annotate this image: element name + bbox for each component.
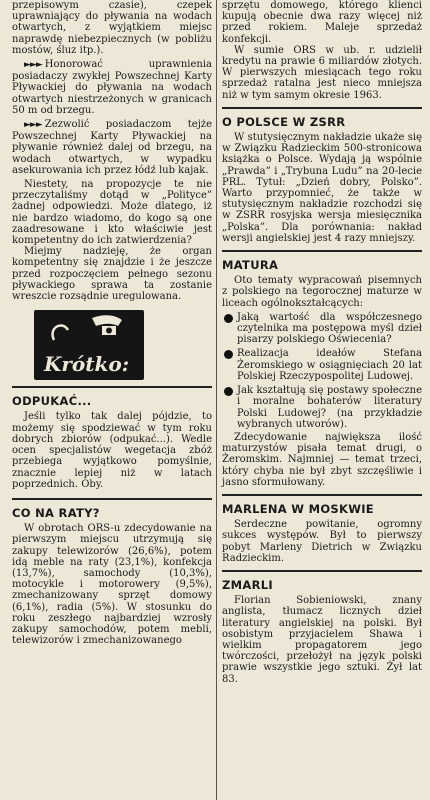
heading-o-polsce-w-zsrr: O POLSCE W ZSRR (222, 114, 346, 129)
matura-topic-2: Realizacja ideałów Stefana Żeromskiego w osiągnięciach 20 lat Polskiej Rzeczypospolitej Ludowej. (222, 348, 422, 382)
bullet-icon (224, 387, 233, 396)
heading-co-na-raty: CO NA RATY? (12, 505, 100, 520)
section-rule (12, 498, 212, 500)
zmarli-text: Florian Sobieniowski, znany anglista, tłumacz licznych dzieł literatury angielskiej na polski. Był osobistym przyjacielem Shawa i wielkim propagatorem jego twórczości, przełożył na język polski prawie wszystkie jego sztuki. Żył lat 83. (222, 595, 422, 685)
column-divider (216, 0, 217, 800)
krotko-logo-text: Krótko: (44, 352, 130, 377)
arrow-marker-icon: ►►► (24, 120, 42, 131)
section-rule (222, 250, 422, 252)
marlena-text: Serdeczne powitanie, ogromny sukces występów. Był to pierwszy pobyt Marleny Dietrich w Związku Radzieckim. (222, 519, 422, 564)
matura-summary: Zdecydowanie największa ilość maturzystów pisała temat drugi, o Żeromskim. Najmniej — temat trzeci, który chyba nie był zbyt szczęśliwie i jasno sformułowany. (222, 431, 422, 488)
left-column (12, 0, 212, 646)
swimming-text-4: Niestety, na propozycje te nie przeczytaliśmy dotąd w „Polityce” żadnej odpowiedzi. Może dlatego, iż nie bardzo wiadomo, do kogo są one zaadresowane i kto właściwie jest kompetentny do ich zatwierdzenia? (12, 179, 212, 247)
krotko-logo (34, 310, 144, 380)
raty-continued-text: sprzętu domowego, którego klienci kupują obecnie dwa razy więcej niż przed rokiem. Maleje sprzedaż konfekcji. (222, 0, 422, 45)
odpukac-text: Jeśli tylko tak dalej pójdzie, to możemy się spodziewać w tym roku dobrych zbiorów (odpukać...). Wedle ocen specjalistów wegetacja zbóż przebiega wyjątkowo pomyślnie, znacznie lepiej niż w latach poprzednich. Oby. (12, 411, 212, 490)
bullet-icon (224, 314, 233, 323)
section-rule (222, 107, 422, 109)
heading-odpukac: ODPUKAĆ... (12, 394, 92, 409)
ors-credit-text: W sumie ORS w ub. r. udzielił kredytu na prawie 6 miliardów złotych. W pierwszych miesiącach tego roku sprzedaż ratalna jest nieco mniejsza niż w tym samym okresie 1963. (222, 44, 422, 101)
swimming-text-3: ►►► Zezwolić posiadaczom tejże Powszechnej Karty Pływackiej na pływanie również dalej od brzegu, na wodach otwartych, w wypadku asekurowania ich przez łódź lub kajak. (12, 119, 212, 176)
zsrr-text: W stutysięcznym nakładzie ukaże się w Związku Radzieckim 500-stronicowa książka o Polsce. Wydają ją wspólnie „Prawda” i „Trybuna Ludu” na 20-lecie PRL. Tytuł: „Dzień dobry, Polsko”. Warto przypomnieć, że także w stutysięcznym nakładzie rozchodzi się w ZSRR rosyjska wersja miesięcznika „Polska”. Dla porównania: nakład wersji angielskiej jest 4 razy mniejszy. (222, 132, 422, 244)
arrow-marker-icon: ►►► (24, 60, 42, 71)
matura-topic-3: Jak kształtują się postawy społeczne i moralne bohaterów literatury Polski Ludowej? (na przykładzie wybranych utworów). (222, 385, 422, 430)
section-rule (222, 570, 422, 572)
heading-matura: MATURA (222, 258, 279, 273)
bullet-icon (224, 350, 233, 359)
swimming-text-1: przepisowym czasie), czepek uprawniający do pływania na wodach otwartych, z wyjątkiem miejsc naprawdę niebezpiecznych (w pobliżu mostów, śluz itp.). (12, 0, 212, 56)
swimming-text-5: Miejmy nadzieję, że organ kompetentny się znajdzie i że jeszcze przed rozpoczęciem pełnego sezonu pływackiego sprawa ta zostanie wreszcie rozsądnie uregulowana. (12, 246, 212, 303)
section-rule (222, 494, 422, 496)
matura-topic-1: Jaką wartość dla współczesnego czytelnika ma postępowa myśl dzieł pisarzy polskiego Oświecenia? (222, 312, 422, 346)
heading-marlena-w-moskwie: MARLENA W MOSKWIE (222, 501, 374, 516)
right-column (222, 0, 422, 685)
raty-text: W obrotach ORS-u zdecydowanie na pierwszym miejscu utrzymują się zakupy telewizorów (26,6%), potem idą meble na raty (23,1%), konfekcja (13,7%), samochody (10,3%), motocykle i motorowery (9,5%), zmechanizowany sprzęt domowy (6,1%), radia (5%). W stosunku do roku zeszłego najbardziej wzrosły zakupy samochodów, potem mebli, telewizorów i zmechanizowanego (12, 523, 212, 647)
heading-zmarli: ZMARLI (222, 577, 273, 592)
matura-intro: Oto tematy wypracowań pisemnych z polskiego na tegorocznej maturze w liceach ogólnokształcących: (222, 275, 422, 309)
section-rule (12, 386, 212, 388)
swimming-text-2: ►►► Honorować uprawnienia posiadaczy zwykłej Powszechnej Karty Pływackiej do pływania na wodach otwartych niestrzeżonych w granicach 50 m od brzegu. (12, 59, 212, 116)
